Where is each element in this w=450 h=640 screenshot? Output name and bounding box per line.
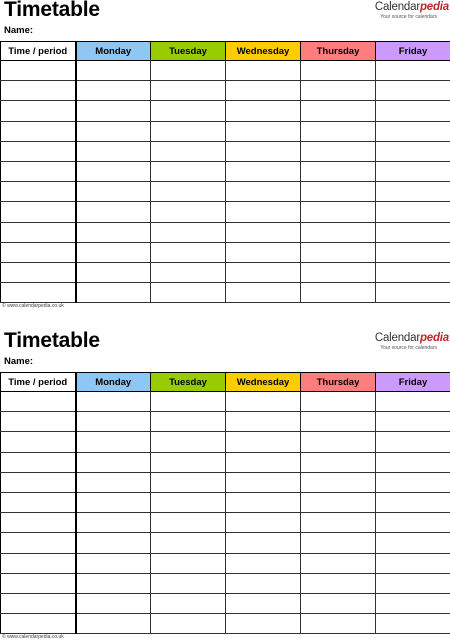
day-cell[interactable] — [376, 222, 450, 242]
header-row — [1, 373, 450, 392]
day-cell[interactable] — [376, 121, 450, 141]
logo-word-pedia: pedia — [419, 1, 449, 13]
table-row — [1, 61, 450, 81]
day-cell[interactable] — [376, 283, 450, 303]
day-cell[interactable] — [76, 182, 151, 202]
time-cell[interactable] — [1, 101, 76, 121]
table-row — [1, 141, 450, 161]
day-cell[interactable] — [76, 283, 151, 303]
day-cell[interactable] — [151, 262, 226, 282]
header-friday: Friday — [376, 373, 450, 392]
day-cell[interactable] — [151, 81, 226, 101]
timetable-grid — [0, 41, 450, 303]
day-cell[interactable] — [376, 472, 450, 492]
day-cell[interactable] — [301, 472, 376, 492]
day-cell[interactable] — [226, 614, 301, 634]
time-cell[interactable] — [1, 614, 76, 634]
day-cell[interactable] — [301, 412, 376, 432]
day-cell[interactable] — [301, 492, 376, 512]
day-cell[interactable] — [76, 242, 151, 262]
day-cell[interactable] — [226, 141, 301, 161]
day-cell[interactable] — [376, 492, 450, 512]
time-cell[interactable] — [1, 121, 76, 141]
header-monday: Monday — [76, 42, 151, 61]
header-thursday: Thursday — [301, 42, 376, 61]
header-time-period: Time / period — [1, 373, 76, 392]
day-cell[interactable] — [226, 533, 301, 553]
table-row — [1, 513, 450, 533]
time-cell[interactable] — [1, 492, 76, 512]
day-cell[interactable] — [151, 614, 226, 634]
logo-word-calendar: Calendar — [374, 1, 420, 13]
day-cell[interactable] — [376, 452, 450, 472]
day-cell[interactable] — [151, 452, 226, 472]
time-cell[interactable] — [1, 573, 76, 593]
day-cell[interactable] — [376, 161, 450, 181]
table-row — [1, 81, 450, 101]
day-cell[interactable] — [151, 242, 226, 262]
table-row — [1, 222, 450, 242]
time-cell[interactable] — [1, 222, 76, 242]
day-cell[interactable] — [301, 81, 376, 101]
time-cell[interactable] — [1, 61, 76, 81]
header-monday: Monday — [76, 373, 151, 392]
table-row — [1, 392, 450, 412]
day-cell[interactable] — [76, 412, 151, 432]
day-cell[interactable] — [301, 61, 376, 81]
day-cell[interactable] — [151, 222, 226, 242]
time-cell[interactable] — [1, 432, 76, 452]
day-cell[interactable] — [151, 553, 226, 573]
day-cell[interactable] — [301, 593, 376, 613]
day-cell[interactable] — [151, 182, 226, 202]
name-label: Name: — [4, 356, 34, 367]
day-cell[interactable] — [376, 242, 450, 262]
timetable-body — [1, 61, 450, 303]
day-cell[interactable] — [76, 81, 151, 101]
page-title: Timetable — [4, 0, 100, 21]
day-cell[interactable] — [151, 392, 226, 412]
day-cell[interactable] — [151, 432, 226, 452]
day-cell[interactable] — [76, 593, 151, 613]
time-cell[interactable] — [1, 161, 76, 181]
day-cell[interactable] — [301, 513, 376, 533]
time-cell[interactable] — [1, 141, 76, 161]
time-cell[interactable] — [1, 202, 76, 222]
time-cell[interactable] — [1, 593, 76, 613]
day-cell[interactable] — [226, 573, 301, 593]
day-cell[interactable] — [151, 492, 226, 512]
time-cell[interactable] — [1, 412, 76, 432]
day-cell[interactable] — [76, 262, 151, 282]
logo-word-calendar: Calendar — [374, 332, 420, 344]
day-cell[interactable] — [76, 553, 151, 573]
day-cell[interactable] — [226, 412, 301, 432]
header-wednesday: Wednesday — [226, 373, 301, 392]
time-cell[interactable] — [1, 392, 76, 412]
day-cell[interactable] — [151, 412, 226, 432]
day-cell[interactable] — [226, 81, 301, 101]
day-cell[interactable] — [301, 452, 376, 472]
logo-tagline: Your source for calendars — [380, 14, 437, 20]
day-cell[interactable] — [151, 101, 226, 121]
day-cell[interactable] — [301, 573, 376, 593]
timetable-grid — [0, 372, 450, 634]
day-cell[interactable] — [226, 593, 301, 613]
day-cell[interactable] — [76, 472, 151, 492]
day-cell[interactable] — [226, 121, 301, 141]
table-row — [1, 492, 450, 512]
table-row — [1, 533, 450, 553]
day-cell[interactable] — [376, 61, 450, 81]
day-cell[interactable] — [376, 202, 450, 222]
day-cell[interactable] — [226, 262, 301, 282]
day-cell[interactable] — [151, 513, 226, 533]
day-cell[interactable] — [151, 141, 226, 161]
day-cell[interactable] — [301, 222, 376, 242]
day-cell[interactable] — [301, 614, 376, 634]
table-row — [1, 202, 450, 222]
table-row — [1, 593, 450, 613]
day-cell[interactable] — [376, 513, 450, 533]
footer-copyright: © www.calendarpedia.co.uk — [2, 303, 64, 309]
day-cell[interactable] — [376, 262, 450, 282]
day-cell[interactable] — [376, 81, 450, 101]
calendarpedia-logo — [369, 1, 449, 21]
header-row — [1, 42, 450, 61]
day-cell[interactable] — [226, 61, 301, 81]
table-row — [1, 573, 450, 593]
day-cell[interactable] — [376, 614, 450, 634]
table-row — [1, 553, 450, 573]
day-cell[interactable] — [301, 283, 376, 303]
day-cell[interactable] — [151, 283, 226, 303]
day-cell[interactable] — [226, 452, 301, 472]
table-row — [1, 262, 450, 282]
day-cell[interactable] — [301, 121, 376, 141]
day-cell[interactable] — [226, 513, 301, 533]
table-row — [1, 283, 450, 303]
day-cell[interactable] — [76, 513, 151, 533]
day-cell[interactable] — [151, 121, 226, 141]
day-cell[interactable] — [226, 472, 301, 492]
table-row — [1, 161, 450, 181]
logo-tagline: Your source for calendars — [380, 345, 437, 351]
day-cell[interactable] — [226, 182, 301, 202]
day-cell[interactable] — [76, 533, 151, 553]
day-cell[interactable] — [76, 452, 151, 472]
day-cell[interactable] — [151, 161, 226, 181]
table-row — [1, 614, 450, 634]
table-row — [1, 412, 450, 432]
header-thursday: Thursday — [301, 373, 376, 392]
day-cell[interactable] — [301, 432, 376, 452]
day-cell[interactable] — [376, 573, 450, 593]
page-title: Timetable — [4, 329, 100, 352]
day-cell[interactable] — [76, 202, 151, 222]
day-cell[interactable] — [226, 242, 301, 262]
day-cell[interactable] — [226, 492, 301, 512]
day-cell[interactable] — [151, 61, 226, 81]
header-tuesday: Tuesday — [151, 373, 226, 392]
header-wednesday: Wednesday — [226, 42, 301, 61]
day-cell[interactable] — [226, 392, 301, 412]
time-cell[interactable] — [1, 513, 76, 533]
day-cell[interactable] — [76, 121, 151, 141]
day-cell[interactable] — [151, 202, 226, 222]
time-cell[interactable] — [1, 472, 76, 492]
day-cell[interactable] — [76, 101, 151, 121]
timetable-body — [1, 392, 450, 634]
day-cell[interactable] — [151, 533, 226, 553]
day-cell[interactable] — [226, 283, 301, 303]
day-cell[interactable] — [376, 432, 450, 452]
time-cell[interactable] — [1, 182, 76, 202]
table-row — [1, 121, 450, 141]
time-cell[interactable] — [1, 452, 76, 472]
day-cell[interactable] — [76, 392, 151, 412]
day-cell[interactable] — [226, 101, 301, 121]
day-cell[interactable] — [376, 412, 450, 432]
day-cell[interactable] — [376, 141, 450, 161]
day-cell[interactable] — [376, 593, 450, 613]
day-cell[interactable] — [376, 182, 450, 202]
time-cell[interactable] — [1, 81, 76, 101]
time-cell[interactable] — [1, 283, 76, 303]
table-row — [1, 432, 450, 452]
day-cell[interactable] — [301, 533, 376, 553]
day-cell[interactable] — [76, 573, 151, 593]
day-cell[interactable] — [151, 472, 226, 492]
day-cell[interactable] — [76, 492, 151, 512]
day-cell[interactable] — [301, 161, 376, 181]
header-time-period: Time / period — [1, 42, 76, 61]
table-row — [1, 182, 450, 202]
timetable-sheet-2 — [0, 331, 450, 640]
table-row — [1, 242, 450, 262]
day-cell[interactable] — [301, 202, 376, 222]
day-cell[interactable] — [226, 432, 301, 452]
time-cell[interactable] — [1, 553, 76, 573]
day-cell[interactable] — [226, 222, 301, 242]
day-cell[interactable] — [376, 101, 450, 121]
header-friday: Friday — [376, 42, 450, 61]
day-cell[interactable] — [376, 533, 450, 553]
footer-copyright: © www.calendarpedia.co.uk — [2, 634, 64, 640]
day-cell[interactable] — [301, 242, 376, 262]
table-row — [1, 101, 450, 121]
day-cell[interactable] — [76, 161, 151, 181]
day-cell[interactable] — [376, 392, 450, 412]
day-cell[interactable] — [301, 141, 376, 161]
name-label: Name: — [4, 25, 34, 36]
day-cell[interactable] — [226, 553, 301, 573]
table-row — [1, 472, 450, 492]
time-cell[interactable] — [1, 533, 76, 553]
day-cell[interactable] — [301, 182, 376, 202]
day-cell[interactable] — [301, 392, 376, 412]
day-cell[interactable] — [151, 593, 226, 613]
header-tuesday: Tuesday — [151, 42, 226, 61]
time-cell[interactable] — [1, 262, 76, 282]
day-cell[interactable] — [76, 222, 151, 242]
day-cell[interactable] — [226, 161, 301, 181]
day-cell[interactable] — [301, 262, 376, 282]
calendarpedia-logo — [369, 332, 449, 352]
table-row — [1, 452, 450, 472]
day-cell[interactable] — [376, 553, 450, 573]
day-cell[interactable] — [226, 202, 301, 222]
day-cell[interactable] — [76, 614, 151, 634]
time-cell[interactable] — [1, 242, 76, 262]
day-cell[interactable] — [301, 101, 376, 121]
day-cell[interactable] — [301, 553, 376, 573]
day-cell[interactable] — [76, 61, 151, 81]
day-cell[interactable] — [151, 573, 226, 593]
day-cell[interactable] — [76, 432, 151, 452]
logo-word-pedia: pedia — [419, 332, 449, 344]
day-cell[interactable] — [76, 141, 151, 161]
